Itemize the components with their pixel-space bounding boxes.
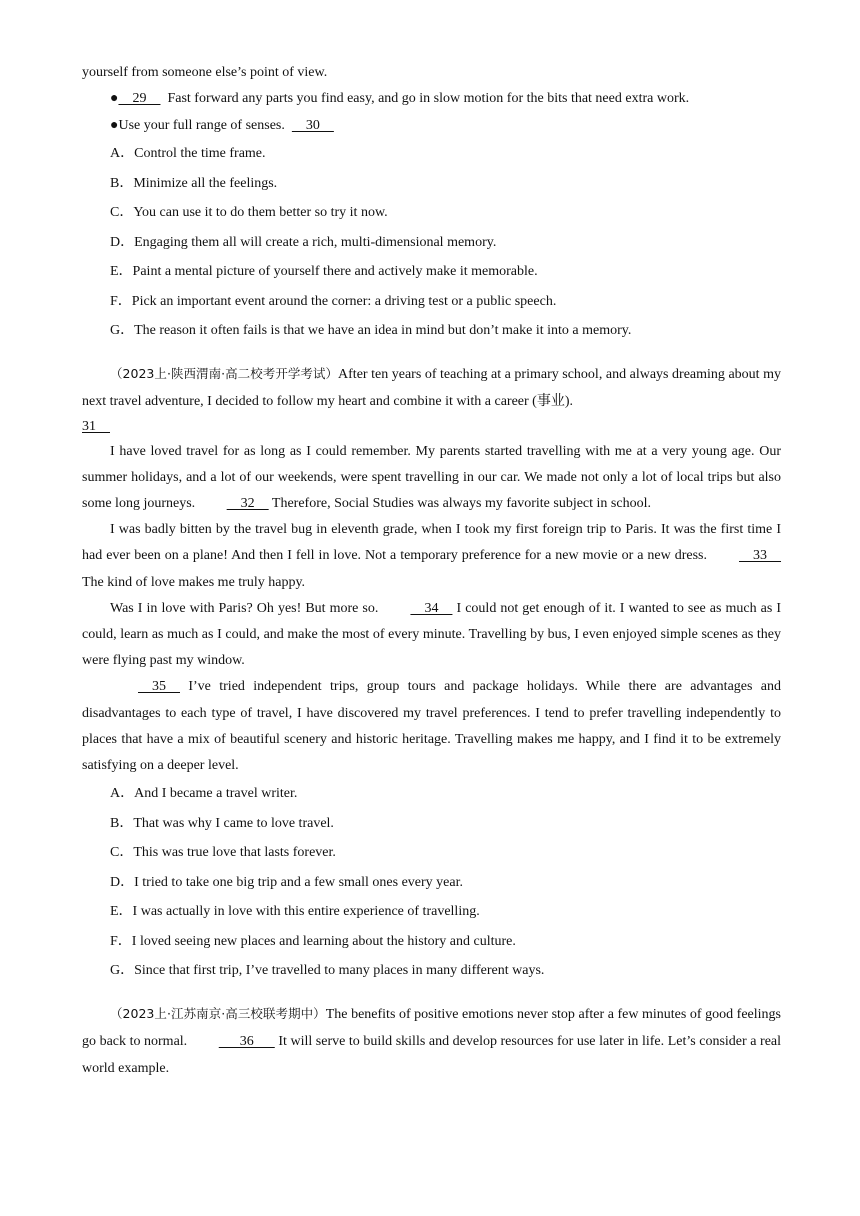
option-g: G．Since that first trip, I’ve travelled to many places in many different ways. — [110, 963, 545, 979]
option-e: E．Paint a mental picture of yourself there and actively make it memorable. — [110, 264, 538, 279]
para5-text: I’ve tried independent trips, group tours and package holidays. While there are advantages and disadvantages to each type of travel, I have discovered my travel preferences. I tend to prefer travelling independently to places that have a mix of beautiful scenery and historic heritage. Travelling makes me happy, and I find it to be extremely satisfying on a deeper level. — [82, 679, 782, 773]
blank-34[interactable]: 34 — [410, 600, 453, 616]
para2-text-b: Therefore, Social Studies was always my favorite subject in school. — [271, 495, 651, 511]
passage3-text-a: The benefits of positive emotions never stop after a few minutes of good feelings go back to normal. — [82, 1006, 781, 1049]
option-e: E．I was actually in love with this entire experience of travelling. — [110, 904, 480, 920]
para4-text-a: Was I in love with Paris? Oh yes! But more so. — [110, 600, 379, 616]
option-f: F．I loved seeing new places and learning about the history and culture. — [110, 933, 516, 949]
bullet-30-text: Use your full range of senses. — [118, 117, 285, 133]
blank-35[interactable]: 35 — [138, 679, 180, 695]
passage2-para3 — [82, 517, 781, 596]
para4-text-b: I could not get enough of it. I wanted to see as much as I could, learn as much as I could, and make the most of every minute. Travelling by bus, I even enjoyed simple scenes as they were flying past my window. — [82, 600, 782, 669]
passage2-para5 — [82, 674, 781, 779]
passage3-para1 — [82, 1000, 781, 1082]
passage2-para1 — [82, 360, 781, 415]
bullet-marker: ● — [110, 117, 119, 133]
source-label: （2023上·陕西渭南·高二校考开学考试） — [110, 365, 339, 381]
option-d: D．I tried to take one big trip and a few small ones every year. — [110, 874, 463, 890]
option-f: F．Pick an important event around the corner: a driving test or a public speech. — [110, 293, 557, 309]
bullet-29-text: Fast forward any parts you find easy, and go in slow motion for the bits that need extra work. — [167, 91, 690, 106]
source-label: （2023上·江苏南京·高三校联考期中） — [110, 1005, 326, 1021]
option-b: B．That was why I came to love travel. — [110, 815, 334, 831]
blank-30[interactable]: 30 — [291, 117, 334, 133]
option-g: G．The reason it often fails is that we have an idea in mind but don’t make it into a memory. — [110, 323, 632, 338]
blank-33[interactable]: 33 — [739, 548, 782, 564]
passage3-text-b: It will serve to build skills and develop resources for use later in life. Let’s consider a real world example. — [82, 1033, 782, 1076]
passage2-para2 — [82, 439, 781, 518]
bullet-29 — [82, 86, 781, 113]
option-a: A．And I became a travel writer. — [110, 786, 298, 802]
para3-text-b: The kind of love makes me truly happy. — [82, 574, 306, 590]
blank-32[interactable]: 32 — [226, 495, 269, 511]
passage2-para4 — [82, 596, 781, 675]
option-b: B．Minimize all the feelings. — [110, 175, 278, 191]
para3-text-a: I was badly bitten by the travel bug in eleventh grade, when I took my first foreign trip to Paris. It was the first time I had ever been on a plane! And then I fell in love. Not a temporary preference for a new movie or a new dress. — [82, 522, 781, 564]
blank-31[interactable]: 31 — [82, 418, 110, 434]
para2-text-a: I have loved travel for as long as I could remember. My parents started travelling with me at a very young age. Our summer holidays, and a lot of our weekends, were spent travelling in our car. We made not only a lot of local trips but also some long journeys. — [82, 443, 781, 511]
para1-text: After ten years of teaching at a primary school, and always dreaming about my next travel adventure, I decided to follow my heart and combine it with a career (事业). — [82, 366, 781, 409]
option-c: C．This was true love that lasts forever. — [110, 845, 336, 861]
bullet-marker: ● — [110, 91, 119, 106]
options-list-1 — [82, 139, 781, 346]
option-c: C．You can use it to do them better so try it now. — [110, 205, 388, 220]
option-d: D．Engaging them all will create a rich, multi-dimensional memory. — [110, 234, 497, 250]
options-list-2 — [82, 779, 781, 986]
bullet-30 — [82, 113, 781, 140]
option-a: A．Control the time frame. — [110, 146, 266, 161]
blank-29[interactable]: 29 — [118, 91, 161, 106]
blank-31-line — [82, 415, 781, 439]
document-page — [82, 60, 781, 1082]
blank-36[interactable]: 36 — [218, 1033, 275, 1049]
intro-tail: yourself from someone else’s point of view. — [82, 65, 328, 80]
